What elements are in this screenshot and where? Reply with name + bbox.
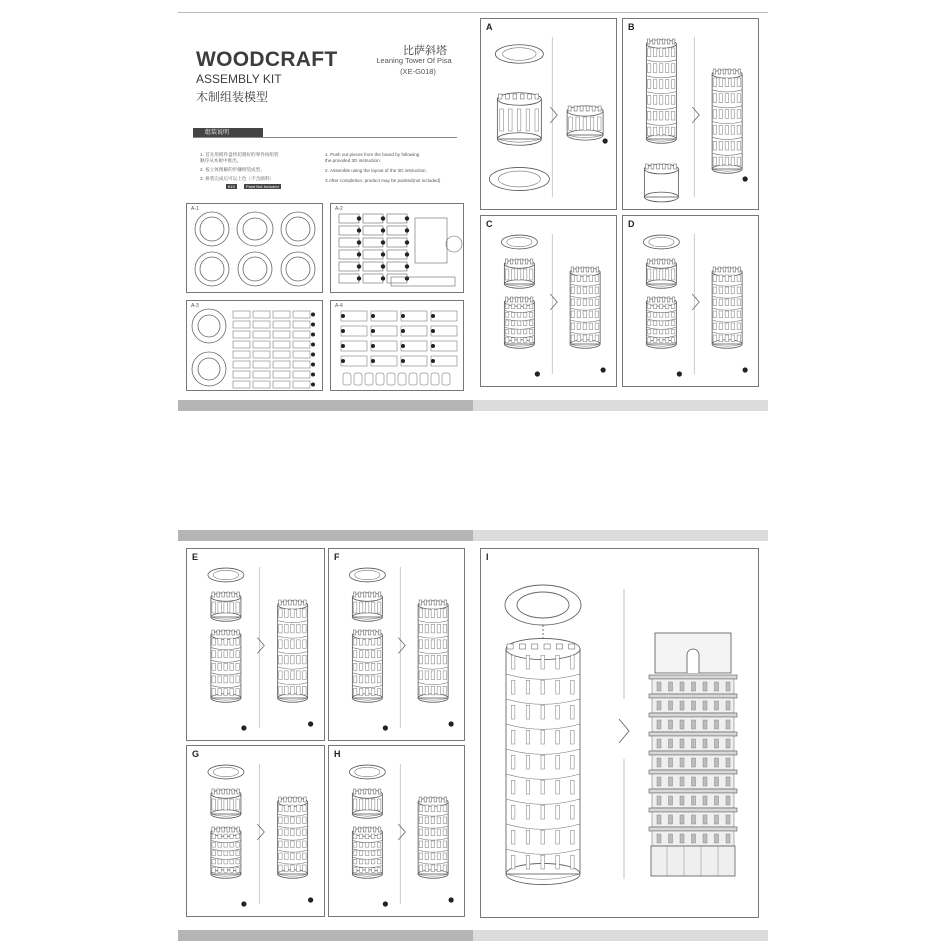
brand-title: WOODCRAFT: [196, 48, 338, 71]
step-h-drawing: [329, 746, 466, 918]
sheet-label: A-4: [335, 303, 343, 309]
model-name-cn: 比萨斜塔: [403, 45, 447, 57]
instruction-tag-right: Paint Not Included: [246, 184, 279, 189]
instruction-en-1b: the provided 3D instruction.: [325, 158, 381, 163]
step-b-drawing: [623, 19, 760, 211]
step-label: E: [192, 552, 199, 562]
sheet-a2-drawing: [331, 204, 465, 294]
step-d-drawing: [623, 216, 760, 388]
sheet-label: A-2: [335, 206, 343, 212]
page-bar: [473, 530, 768, 541]
instruction-cn-3: 3. 拼装完成后可以上色（不含颜料）: [200, 176, 275, 181]
sheet-a1-drawing: [187, 204, 324, 294]
parts-sheet-a4: [330, 300, 464, 391]
step-i-drawing: [481, 549, 760, 919]
top-rule: [473, 12, 768, 13]
model-code: (XE-G018): [400, 67, 436, 76]
step-label: I: [486, 552, 489, 562]
model-name-en: Leaning Tower Of Pisa: [376, 56, 452, 65]
step-label: B: [628, 22, 635, 32]
step-panel-i: [480, 548, 759, 918]
kit-subtitle: ASSEMBLY KIT: [196, 72, 282, 86]
parts-sheet-a2: [330, 203, 464, 293]
section-rule: [193, 137, 457, 138]
page-bar: [473, 400, 768, 411]
step-label: H: [334, 749, 341, 759]
step-label: F: [334, 552, 340, 562]
instruction-en-3: 3.After completion, product may be painted(not included): [325, 178, 441, 183]
sheet-label: A-1: [191, 206, 199, 212]
step-c-drawing: [481, 216, 618, 388]
step-panel-a: [480, 18, 617, 210]
step-g-drawing: [187, 746, 326, 918]
sheet-a3-drawing: [187, 301, 324, 392]
step-panel-f: [328, 548, 465, 741]
page-bar: [473, 930, 768, 941]
kit-subtitle-cn: 木制组装模型: [196, 90, 269, 104]
step-a-drawing: [481, 19, 618, 211]
step-label: C: [486, 219, 493, 229]
instruction-cn-1b: 顺序从木板中推出。: [200, 158, 242, 163]
parts-sheet-a3: [186, 300, 323, 391]
section-header: 组装说明: [193, 128, 263, 138]
instruction-tag-left: 619: [228, 184, 235, 189]
step-panel-h: [328, 745, 465, 917]
top-rule: [178, 12, 473, 13]
sheet-label: A-3: [191, 303, 199, 309]
step-label: G: [192, 749, 200, 759]
step-panel-b: [622, 18, 759, 210]
instruction-en-1: 1. Push out pieces from the board by following: [325, 152, 420, 157]
instruction-en-2: 2. Assemble using the layout of the 3D instruction.: [325, 168, 427, 173]
instruction-cn-2: 2. 按立体图解的步骤组装成型。: [200, 167, 265, 172]
step-panel-g: [186, 745, 325, 917]
parts-sheet-a1: [186, 203, 323, 293]
sheet-a4-drawing: [331, 301, 465, 392]
page-bar: [178, 930, 473, 941]
step-panel-c: [480, 215, 617, 387]
step-e-drawing: [187, 549, 326, 742]
step-label: D: [628, 219, 635, 229]
step-panel-e: [186, 548, 325, 741]
page-bar: [178, 530, 473, 541]
step-label: A: [486, 22, 493, 32]
page-bar: [178, 400, 473, 411]
instruction-cn-1: 1. 首先用模件盘将切割好的零件按组装: [200, 152, 279, 157]
step-f-drawing: [329, 549, 466, 742]
step-panel-d: [622, 215, 759, 387]
